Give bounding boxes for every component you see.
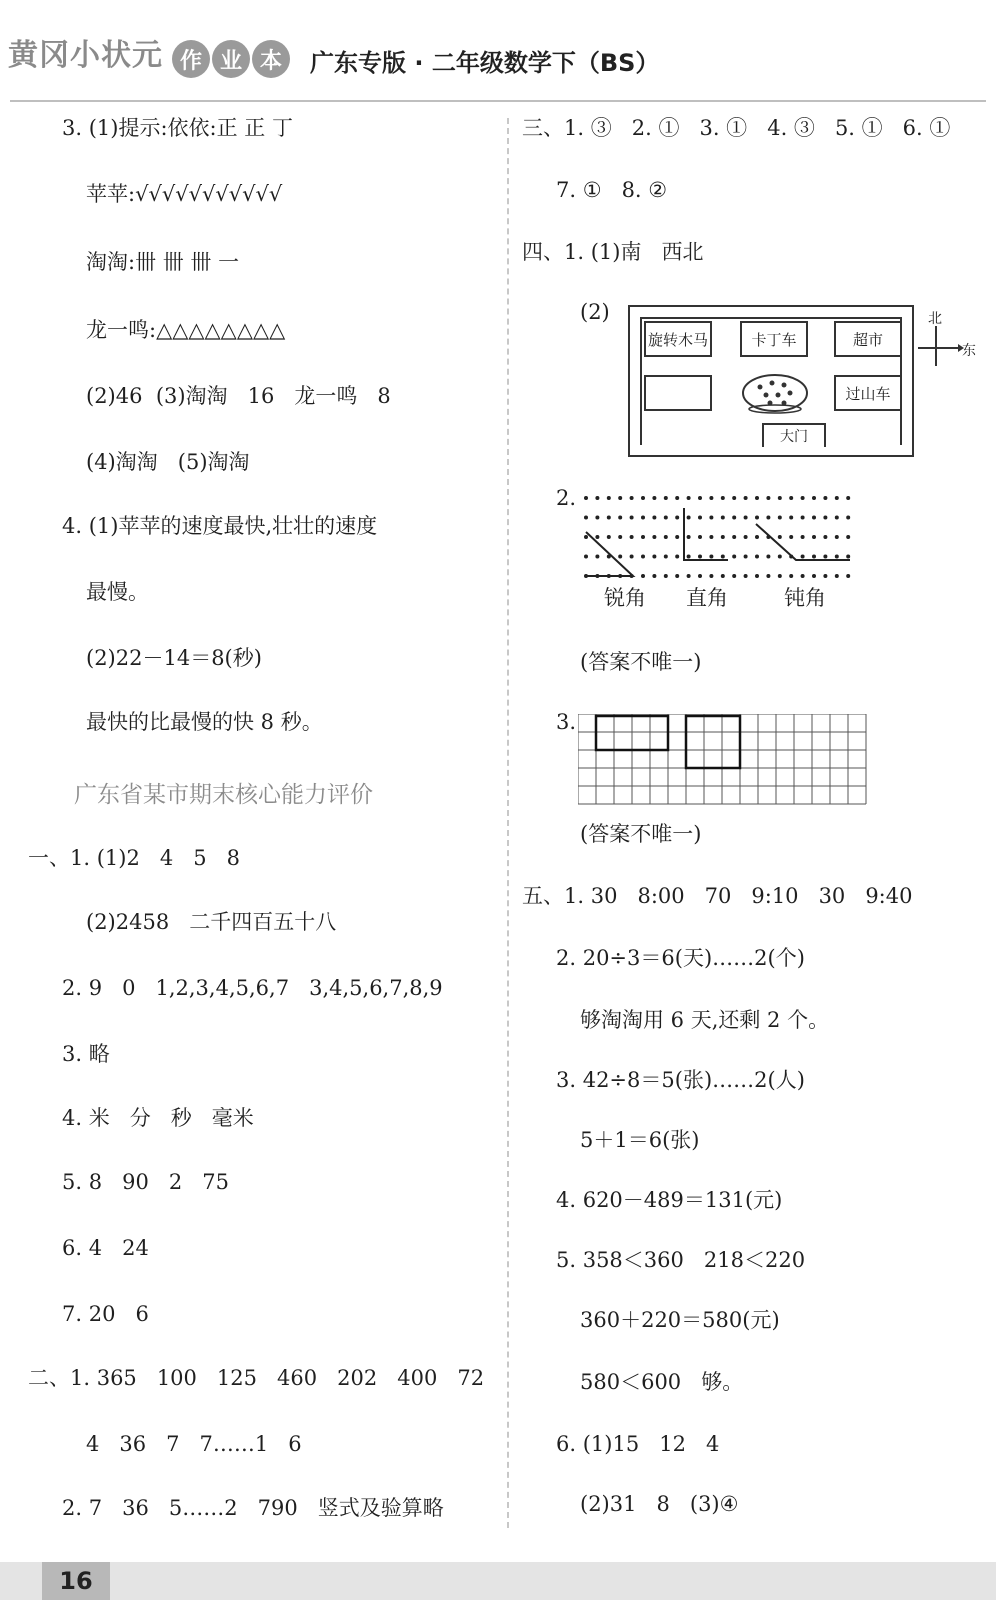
grid-dot bbox=[846, 496, 850, 500]
grid-dot bbox=[630, 555, 634, 559]
page-number: 16 bbox=[42, 1562, 110, 1600]
grid-dot bbox=[744, 574, 748, 578]
grid-dot bbox=[687, 496, 691, 500]
grid-dot bbox=[641, 574, 645, 578]
grid-dot bbox=[778, 516, 782, 520]
grid-dot bbox=[607, 496, 611, 500]
grid-dot bbox=[812, 496, 816, 500]
grid-dot bbox=[812, 555, 816, 559]
angle-label-obtuse: 钝角 bbox=[784, 586, 826, 610]
grid-dot bbox=[709, 535, 713, 539]
answer-line: 4. 米 分 秒 毫米 bbox=[62, 1106, 254, 1130]
answer-line: (答案不唯一) bbox=[580, 650, 702, 674]
answer-line: (2)31 8 (3)④ bbox=[580, 1492, 739, 1516]
footer-band bbox=[0, 1562, 996, 1600]
answer-line: 6. 4 24 bbox=[62, 1236, 149, 1260]
grid-dot bbox=[641, 535, 645, 539]
grid-dot bbox=[675, 574, 679, 578]
grid-dot bbox=[744, 496, 748, 500]
grid-dot bbox=[618, 496, 622, 500]
pill-3: 本 bbox=[252, 40, 290, 78]
grid-dot bbox=[801, 496, 805, 500]
grid-dot bbox=[687, 516, 691, 520]
grid-dot bbox=[675, 535, 679, 539]
header-title: 广东专版 · 二年级数学下（BS） bbox=[310, 49, 660, 77]
answer-line: 五、1. 30 8:00 70 9:10 30 9:40 bbox=[522, 884, 913, 908]
grid-dot bbox=[721, 535, 725, 539]
answer-line: 360＋220＝580(元) bbox=[580, 1308, 780, 1332]
grid-dot bbox=[812, 535, 816, 539]
grid-dot bbox=[652, 535, 656, 539]
grid-dot bbox=[732, 555, 736, 559]
map-gate: 大门 bbox=[762, 423, 826, 447]
angle-label-right: 直角 bbox=[686, 586, 728, 610]
grid-dot bbox=[721, 555, 725, 559]
grid-dot bbox=[652, 496, 656, 500]
grid-dot bbox=[709, 574, 713, 578]
answer-line: 苹苹:√√√√√√√√√√√ bbox=[86, 182, 283, 206]
grid-dot bbox=[595, 535, 599, 539]
answer-line: (2)2458 二千四百五十八 bbox=[86, 910, 337, 934]
grid-dot bbox=[744, 535, 748, 539]
grid-dot bbox=[789, 574, 793, 578]
answer-line: (2)22－14＝8(秒) bbox=[86, 646, 262, 670]
grid-dot bbox=[755, 535, 759, 539]
map-box-empty bbox=[644, 375, 712, 411]
pill-2: 业 bbox=[212, 40, 250, 78]
answer-line: 580＜600 够。 bbox=[580, 1370, 744, 1394]
grid-lines bbox=[578, 714, 866, 804]
grid-dot bbox=[835, 535, 839, 539]
page-header bbox=[0, 0, 996, 100]
grid-dot bbox=[607, 516, 611, 520]
grid-dot bbox=[766, 516, 770, 520]
answer-line: 3. (1)提示:依依:正 正 丁 bbox=[62, 116, 293, 140]
answer-line: 2. 7 36 5……2 790 竖式及验算略 bbox=[62, 1496, 444, 1520]
grid-dot bbox=[755, 496, 759, 500]
grid-dot bbox=[698, 574, 702, 578]
answer-line: 7. 20 6 bbox=[62, 1302, 149, 1326]
answer-line: 3. bbox=[556, 710, 577, 734]
grid-dot bbox=[778, 555, 782, 559]
answer-line: 5. 8 90 2 75 bbox=[62, 1170, 229, 1194]
answer-line: 5＋1＝6(张) bbox=[580, 1128, 700, 1152]
angle-label-acute: 锐角 bbox=[604, 586, 646, 610]
grid-dot bbox=[698, 496, 702, 500]
map-box-carousel: 旋转木马 bbox=[644, 321, 712, 357]
grid-dot bbox=[630, 496, 634, 500]
grid-dot bbox=[766, 574, 770, 578]
answer-line: 4 36 7 7……1 6 bbox=[86, 1432, 302, 1456]
grid-dot bbox=[721, 496, 725, 500]
grid-dot bbox=[846, 535, 850, 539]
map-box-rollercoaster: 过山车 bbox=[834, 375, 902, 411]
grid-dot bbox=[778, 574, 782, 578]
grid-dot bbox=[835, 555, 839, 559]
grid-dot bbox=[664, 574, 668, 578]
grid-dot bbox=[664, 516, 668, 520]
grid-dot bbox=[755, 516, 759, 520]
grid-dot bbox=[652, 574, 656, 578]
grid-dot bbox=[721, 574, 725, 578]
grid-dot bbox=[595, 555, 599, 559]
right-angle bbox=[684, 508, 728, 560]
section-title: 广东省某市期末核心能力评价 bbox=[74, 782, 373, 808]
answer-line: 淘淘:卌 卌 卌 一 bbox=[86, 250, 240, 274]
grid-dot bbox=[584, 516, 588, 520]
answer-line: 7. ① 8. ② bbox=[556, 178, 668, 202]
answer-line: 3. 42÷8＝5(张)……2(人) bbox=[556, 1068, 805, 1092]
grid-dot bbox=[755, 555, 759, 559]
grid-dot bbox=[641, 555, 645, 559]
grid-dot bbox=[835, 496, 839, 500]
grid-dot bbox=[618, 555, 622, 559]
grid-dot bbox=[835, 574, 839, 578]
shape-rect-2 bbox=[686, 716, 740, 768]
grid-dot bbox=[584, 555, 588, 559]
compass-arrows-icon bbox=[918, 326, 964, 370]
answer-line: 6. (1)15 12 4 bbox=[556, 1432, 720, 1456]
answer-line: 龙一鸣:△△△△△△△△ bbox=[86, 318, 286, 342]
grid-dot bbox=[630, 535, 634, 539]
answer-line: (答案不唯一) bbox=[580, 822, 702, 846]
answer-line: 4. (1)苹苹的速度最快,壮壮的速度 bbox=[62, 514, 378, 538]
grid-dot bbox=[721, 516, 725, 520]
grid-dot bbox=[823, 574, 827, 578]
grid-dot bbox=[698, 535, 702, 539]
grid-dot bbox=[652, 516, 656, 520]
grid-dot bbox=[618, 535, 622, 539]
map-inner-wall bbox=[640, 317, 902, 445]
grid-dot bbox=[595, 516, 599, 520]
grid-dot bbox=[584, 496, 588, 500]
grid-dot bbox=[744, 516, 748, 520]
answer-line: (2) bbox=[580, 300, 610, 324]
grid-dot bbox=[607, 535, 611, 539]
grid-dot bbox=[778, 496, 782, 500]
grid-dot bbox=[778, 535, 782, 539]
flower-bed-icon bbox=[740, 371, 810, 417]
answer-line: 3. 略 bbox=[62, 1042, 110, 1066]
grid-dot bbox=[823, 516, 827, 520]
dot-grid-dots bbox=[584, 496, 850, 578]
grid-dot bbox=[675, 555, 679, 559]
answer-line: 4. 620－489＝131(元) bbox=[556, 1188, 783, 1212]
grid-dot bbox=[835, 516, 839, 520]
grid-dot bbox=[641, 516, 645, 520]
grid-dot bbox=[812, 574, 816, 578]
answer-line: 2. bbox=[556, 486, 577, 510]
grid-dot bbox=[801, 516, 805, 520]
answer-line: 四、1. (1)南 西北 bbox=[522, 240, 704, 264]
pill-1: 作 bbox=[172, 40, 210, 78]
map-box-gokart: 卡丁车 bbox=[740, 321, 808, 357]
grid-dot bbox=[801, 555, 805, 559]
grid-dot bbox=[732, 574, 736, 578]
angle-dot-grid bbox=[578, 496, 858, 590]
grid-dot bbox=[812, 516, 816, 520]
answer-line: 最慢。 bbox=[86, 580, 149, 604]
brand-logo: 黄冈小状元 bbox=[8, 38, 163, 73]
grid-dot bbox=[675, 496, 679, 500]
answer-line: (2)46 (3)淘淘 16 龙一鸣 8 bbox=[86, 384, 391, 408]
header-rule bbox=[10, 100, 986, 102]
brand-pills bbox=[172, 40, 292, 78]
park-map bbox=[628, 305, 914, 457]
grid-dot bbox=[766, 496, 770, 500]
answer-line: 最快的比最慢的快 8 秒。 bbox=[86, 710, 323, 734]
grid-dot bbox=[687, 574, 691, 578]
grid-dot bbox=[789, 496, 793, 500]
grid-dot bbox=[755, 574, 759, 578]
compass bbox=[918, 312, 980, 370]
grid-dot bbox=[801, 574, 805, 578]
map-box-supermarket: 超市 bbox=[834, 321, 902, 357]
compass-north: 北 bbox=[928, 311, 942, 327]
grid-dot bbox=[664, 535, 668, 539]
grid-dot bbox=[630, 516, 634, 520]
grid-dot bbox=[618, 516, 622, 520]
grid-dot bbox=[823, 496, 827, 500]
answer-line: 二、1. 365 100 125 460 202 400 72 bbox=[28, 1366, 485, 1390]
answer-line: (4)淘淘 (5)淘淘 bbox=[86, 450, 250, 474]
grid-dot bbox=[744, 555, 748, 559]
grid-dot bbox=[846, 516, 850, 520]
grid-dot bbox=[823, 535, 827, 539]
grid-dot bbox=[766, 555, 770, 559]
grid-dot bbox=[652, 555, 656, 559]
grid-dot bbox=[698, 516, 702, 520]
grid-dot bbox=[846, 574, 850, 578]
grid-dot bbox=[823, 555, 827, 559]
grid-dot bbox=[789, 535, 793, 539]
grid-dot bbox=[732, 516, 736, 520]
compass-east: 东 bbox=[962, 343, 976, 359]
column-divider bbox=[507, 118, 509, 1528]
answer-line: 够淘淘用 6 天,还剩 2 个。 bbox=[580, 1008, 830, 1032]
grid-dot bbox=[732, 535, 736, 539]
grid-dot bbox=[709, 555, 713, 559]
answer-line: 一、1. (1)2 4 5 8 bbox=[28, 846, 240, 870]
grid-dot bbox=[732, 496, 736, 500]
answer-line: 三、1. ③ 2. ① 3. ① 4. ③ 5. ① 6. ① bbox=[522, 116, 951, 140]
grid-dot bbox=[687, 535, 691, 539]
grid-dot bbox=[595, 496, 599, 500]
grid-dot bbox=[801, 535, 805, 539]
grid-dot bbox=[584, 535, 588, 539]
answer-line: 5. 358＜360 218＜220 bbox=[556, 1248, 806, 1272]
grid-dot bbox=[709, 516, 713, 520]
answer-line: 2. 9 0 1,2,3,4,5,6,7 3,4,5,6,7,8,9 bbox=[62, 976, 443, 1000]
grid-dot bbox=[687, 555, 691, 559]
square-grid bbox=[578, 714, 868, 806]
grid-dot bbox=[846, 555, 850, 559]
grid-dot bbox=[789, 516, 793, 520]
grid-dot bbox=[664, 555, 668, 559]
grid-dot bbox=[664, 496, 668, 500]
answer-line: 2. 20÷3＝6(天)……2(个) bbox=[556, 946, 805, 970]
grid-dot bbox=[641, 496, 645, 500]
grid-dot bbox=[709, 496, 713, 500]
grid-dot bbox=[675, 516, 679, 520]
grid-dot bbox=[698, 555, 702, 559]
